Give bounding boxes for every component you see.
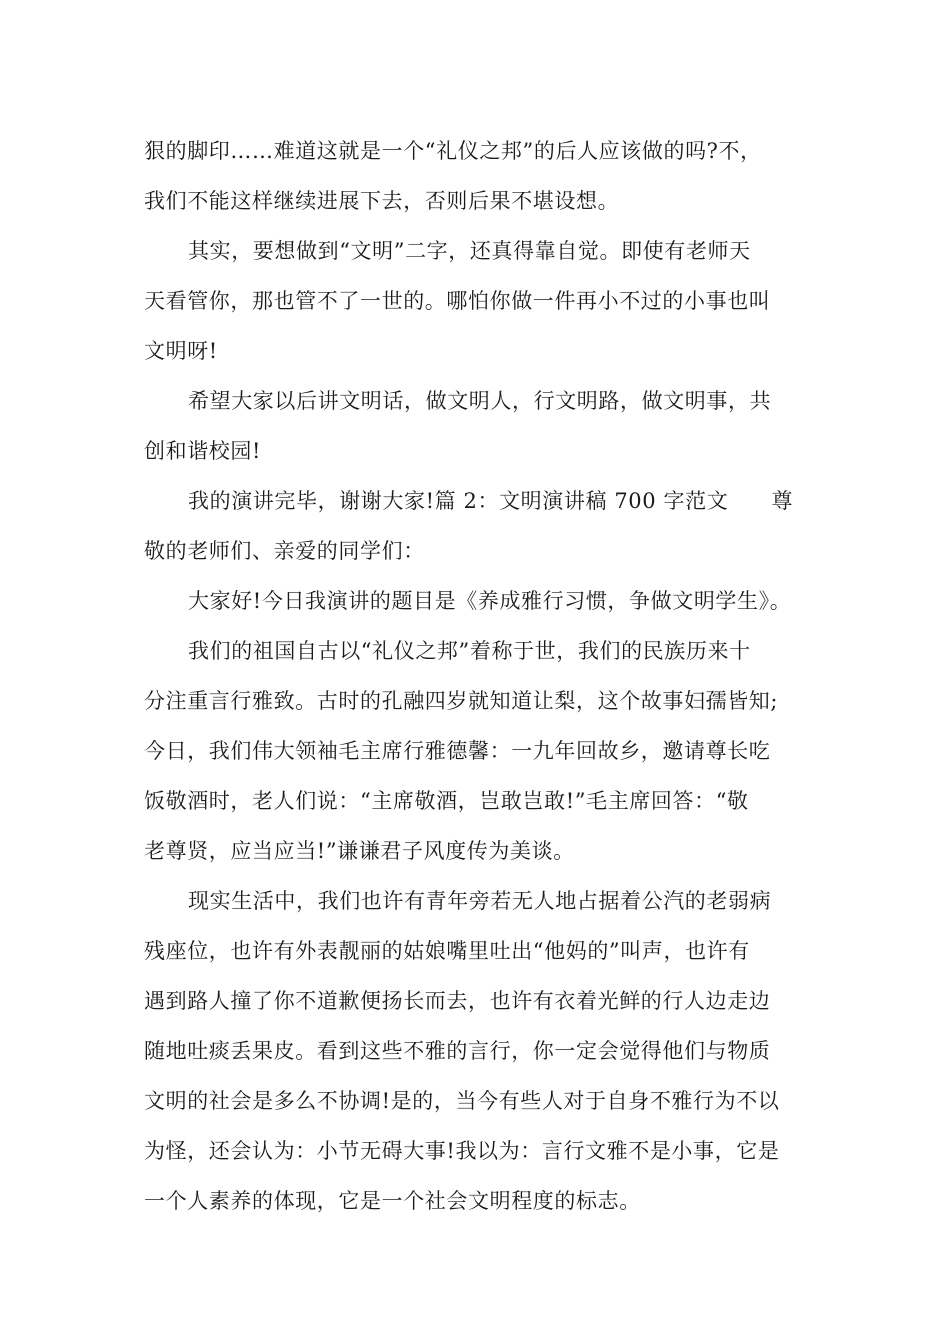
text-line: 敬的老师们、亲爱的同学们： <box>144 539 425 563</box>
text-line: 老尊贤，应当应当!”谦谦君子风度传为美谈。 <box>144 839 575 863</box>
text-line: 遇到路人撞了你不道歉便扬长而去，也许有衣着光鲜的行人边走边 <box>144 989 771 1013</box>
text-line: 大家好!今日我演讲的题目是《养成雅行习惯，争做文明学生》。 <box>188 589 792 613</box>
text-line: 文明的社会是多么不协调!是的，当今有些人对于自身不雅行为不以 <box>144 1089 780 1113</box>
text-line: 为怪，还会认为：小节无碍大事!我以为：言行文雅不是小事，它是 <box>144 1139 780 1163</box>
text-line: 天看管你，那也管不了一世的。哪怕你做一件再小不过的小事也叫 <box>144 289 771 313</box>
text-line: 我们不能这样继续进展下去，否则后果不堪设想。 <box>144 189 620 213</box>
text-line: 随地吐痰丢果皮。看到这些不雅的言行，你一定会觉得他们与物质 <box>144 1039 771 1063</box>
text-line: 饭敬酒时，老人们说：“主席敬酒，岂敢岂敢!”毛主席回答：“敬 <box>144 789 749 813</box>
text-line: 创和谐校园! <box>144 439 262 463</box>
text-line: 其实，要想做到“文明”二字，还真得靠自觉。即使有老师天 <box>188 239 751 263</box>
text-line: 我们的祖国自古以“礼仪之邦”着称于世，我们的民族历来十 <box>188 639 751 663</box>
text-line: 我的演讲完毕，谢谢大家!篇 2：文明演讲稿 700 字范文 尊 <box>188 489 794 513</box>
text-line: 文明呀! <box>144 339 218 363</box>
text-line: 一个人素养的体现，它是一个社会文明程度的标志。 <box>144 1189 641 1213</box>
text-line: 希望大家以后讲文明话，做文明人，行文明路，做文明事，共 <box>188 389 772 413</box>
text-line: 狠的脚印……难道这就是一个“礼仪之邦”的后人应该做的吗?不， <box>144 139 762 163</box>
text-line: 分注重言行雅致。古时的孔融四岁就知道让梨，这个故事妇孺皆知; <box>144 689 779 713</box>
text-line: 现实生活中，我们也许有青年旁若无人地占据着公汽的老弱病 <box>188 889 772 913</box>
text-line: 残座位，也许有外表靓丽的姑娘嘴里吐出“他妈的”叫声，也许有 <box>144 939 750 963</box>
text-line: 今日，我们伟大领袖毛主席行雅德馨：一九年回故乡，邀请尊长吃 <box>144 739 771 763</box>
